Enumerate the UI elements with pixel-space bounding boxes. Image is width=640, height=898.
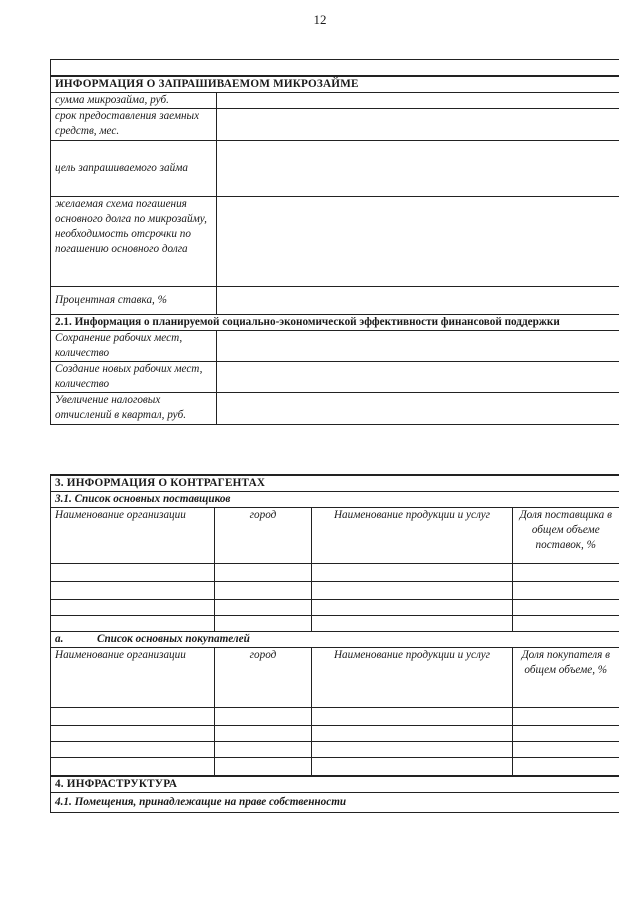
supplier-1-city[interactable]	[215, 564, 312, 582]
suppliers-row	[51, 564, 619, 582]
interest-rate-value[interactable]	[217, 286, 619, 314]
suppliers-col-share: Доля поставщика в общем объеме поставок, %	[513, 508, 619, 564]
supplier-4-products[interactable]	[312, 616, 513, 632]
supplier-4-share[interactable]	[513, 616, 619, 632]
jobs-created-label: Создание новых рабочих мест, количество	[51, 361, 217, 392]
jobs-created-value[interactable]	[217, 361, 619, 392]
buyer-2-city[interactable]	[215, 726, 312, 742]
supplier-1-products[interactable]	[312, 564, 513, 582]
loan-purpose-label: цель запрашиваемого займа	[51, 140, 217, 196]
buyers-marker: а.	[55, 633, 64, 645]
buyer-2-products[interactable]	[312, 726, 513, 742]
loan-amount-value[interactable]	[217, 92, 619, 108]
buyer-1-products[interactable]	[312, 708, 513, 726]
buyers-row	[51, 758, 619, 776]
supplier-2-city[interactable]	[215, 582, 312, 600]
supplier-1-share[interactable]	[513, 564, 619, 582]
buyer-4-city[interactable]	[215, 758, 312, 776]
microloan-table	[50, 59, 619, 425]
buyer-4-org[interactable]	[51, 758, 215, 776]
suppliers-row	[51, 616, 619, 632]
buyer-1-city[interactable]	[215, 708, 312, 726]
suppliers-col-city: город	[215, 508, 312, 564]
suppliers-col-org: Наименование организации	[51, 508, 215, 564]
supplier-3-org[interactable]	[51, 600, 215, 616]
buyer-4-share[interactable]	[513, 758, 619, 776]
suppliers-row	[51, 582, 619, 600]
buyers-heading: Список основных покупателей	[97, 633, 250, 645]
supplier-3-products[interactable]	[312, 600, 513, 616]
microloan-heading: ИНФОРМАЦИЯ О ЗАПРАШИВАЕМОМ МИКРОЗАЙМЕ	[51, 76, 619, 93]
suppliers-heading: 3.1. Список основных поставщиков	[51, 492, 619, 508]
buyer-1-org[interactable]	[51, 708, 215, 726]
buyers-row	[51, 742, 619, 758]
supplier-2-products[interactable]	[312, 582, 513, 600]
buyer-2-org[interactable]	[51, 726, 215, 742]
buyer-3-share[interactable]	[513, 742, 619, 758]
buyer-1-share[interactable]	[513, 708, 619, 726]
buyer-3-org[interactable]	[51, 742, 215, 758]
supplier-2-share[interactable]	[513, 582, 619, 600]
supplier-3-share[interactable]	[513, 600, 619, 616]
buyers-col-share: Доля покупателя в общем объеме, %	[513, 648, 619, 708]
counterparties-heading: 3. ИНФОРМАЦИЯ О КОНТРАГЕНТАХ	[51, 475, 619, 492]
buyers-row	[51, 708, 619, 726]
supplier-2-org[interactable]	[51, 582, 215, 600]
loan-amount-label: сумма микрозайма, руб.	[51, 92, 217, 108]
infrastructure-heading: 4. ИНФРАСТРУКТУРА	[51, 776, 619, 793]
jobs-kept-value[interactable]	[217, 330, 619, 361]
blank-top-row	[51, 60, 619, 76]
supplier-3-city[interactable]	[215, 600, 312, 616]
interest-rate-label: Процентная ставка, %	[51, 286, 217, 314]
buyers-col-org: Наименование организации	[51, 648, 215, 708]
buyers-col-city: город	[215, 648, 312, 708]
page-number: 12	[313, 12, 327, 27]
buyer-4-products[interactable]	[312, 758, 513, 776]
supplier-4-org[interactable]	[51, 616, 215, 632]
buyers-col-products: Наименование продукции и услуг	[312, 648, 513, 708]
buyers-heading-row	[51, 632, 619, 648]
repayment-scheme-value[interactable]	[217, 196, 619, 286]
jobs-kept-label: Сохранение рабочих мест, количество	[51, 330, 217, 361]
supplier-4-city[interactable]	[215, 616, 312, 632]
tax-increase-label: Увеличение налоговых отчислений в квартал, руб.	[51, 392, 217, 424]
tax-increase-value[interactable]	[217, 392, 619, 424]
buyer-3-city[interactable]	[215, 742, 312, 758]
infrastructure-sub-heading: 4.1. Помещения, принадлежащие на праве собственности	[51, 792, 619, 812]
suppliers-col-products: Наименование продукции и услуг	[312, 508, 513, 564]
loan-purpose-value[interactable]	[217, 140, 619, 196]
supplier-1-org[interactable]	[51, 564, 215, 582]
loan-term-label: срок предоставления заемных средств, мес.	[51, 108, 217, 140]
suppliers-row	[51, 600, 619, 616]
buyer-2-share[interactable]	[513, 726, 619, 742]
counterparties-table	[50, 474, 619, 813]
loan-term-value[interactable]	[217, 108, 619, 140]
efficiency-heading: 2.1. Информация о планируемой социально-экономической эффективности финансовой поддержки	[51, 314, 619, 330]
buyers-row	[51, 726, 619, 742]
buyer-3-products[interactable]	[312, 742, 513, 758]
repayment-scheme-label: желаемая схема погашения основного долга по микрозайму, необходимость отсрочки по погашению основного долга	[51, 196, 217, 286]
